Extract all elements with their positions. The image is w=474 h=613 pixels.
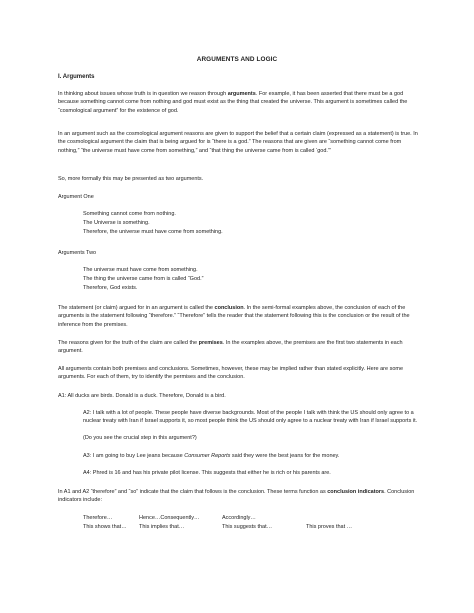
paragraph-formal: So, more formally this may be presented as two arguments. <box>58 176 204 182</box>
indicator-therefore: Therefore… <box>83 515 113 521</box>
argument-one-premise-1: Something cannot come from nothing. <box>83 211 176 217</box>
argument-one-conclusion: Therefore, the universe must have come from something. <box>83 229 223 235</box>
argument-one-label: Argument One <box>58 194 94 200</box>
paragraph-premises-def: The reasons given for the truth of the claim are called the premises. In the examples above, the premises are the first two statements in each argument. <box>58 340 403 355</box>
paragraph-exercise-intro: All arguments contain both premises and conclusions. Sometimes, however, these may be implied rather than stated explicitly. Here are some arguments. For each of them, try to identify the permises and the conclusion. <box>58 366 404 381</box>
document-title: ARGUMENTS AND LOGIC <box>196 56 278 63</box>
paragraph-conclusion-def: The statement (or claim) argued for in an argument is called the conclusion. In the semi-formal examples above, the conclusion of each of the arguments is the statement following “therefore.” “Therefore” tells the reader that the statement following this is the conclusion or the result of the inference from the premises. <box>58 305 410 328</box>
example-a2: A2: I talk with a lot of people. These people have diverse backgrounds. Most of the people I talk with think the US should only agree to a nuclear treaty with Iran if Israel supports it, so most people think the US should only agree to a nuclear treaty with Iran if Israel supports it. <box>83 410 418 425</box>
argument-two-premise-1: The universe must have come from something. <box>83 267 198 273</box>
example-a4: A4: Phred is 16 and has his private pilot license. This suggests that either he is rich or his parents are. <box>83 470 331 476</box>
example-a1: A1: All ducks are birds. Donald is a duck. Therefore, Donald is a bird. <box>58 393 226 399</box>
indicator-hence-consequently: Hence…Consequently… <box>139 515 200 521</box>
indicator-accordingly: Accordingly… <box>222 515 256 521</box>
indicator-this-suggests: This suggests that… <box>222 524 273 530</box>
indicator-this-proves: This proves that … <box>306 524 353 530</box>
section-heading: I. Arguments <box>58 74 95 80</box>
argument-two-premise-2: The thing the universe came from is called “God.” <box>83 276 204 282</box>
example-a2-question: (Do you see the crucial step in this argument?) <box>83 435 197 441</box>
paragraph-arguments-intro: In thinking about issues whose truth is in question we reason through arguments. For example, it has been asserted that there must be a god because something cannot come from nothing and god must exist as the thing that created the universe. This argument is sometimes called the “cosmological argument” for the existence of god. <box>58 91 408 114</box>
indicator-this-shows: This shows that… <box>83 524 127 530</box>
argument-two-conclusion: Therefore, God exists. <box>83 285 138 291</box>
paragraph-cosmological: In an argument such as the cosmological argument reasons are given to support the belief that a certain claim (expressed as a statement) is true. In the cosmological argument the claim that is being argued for is “there is a god.” The reasons that are given are “something cannot come from nothing,” “the universe must have come from something,” and “that thing the universe came from is called ‘god.’” <box>58 131 418 154</box>
example-a3: A3: I am going to buy Lee jeans because Consumer Reports said they were the best jeans for the money. <box>83 453 340 459</box>
indicator-this-implies: This implies that… <box>139 524 185 530</box>
paragraph-indicators: In A1 and A2 “therefore” and “so” indicate that the claim that follows is the conclusion. These terms function as conclusion indicators. Conclusion indicators include: <box>58 489 415 504</box>
argument-one-premise-2: The Universe is something. <box>83 220 150 226</box>
argument-two-label: Arguments Two <box>58 250 97 256</box>
